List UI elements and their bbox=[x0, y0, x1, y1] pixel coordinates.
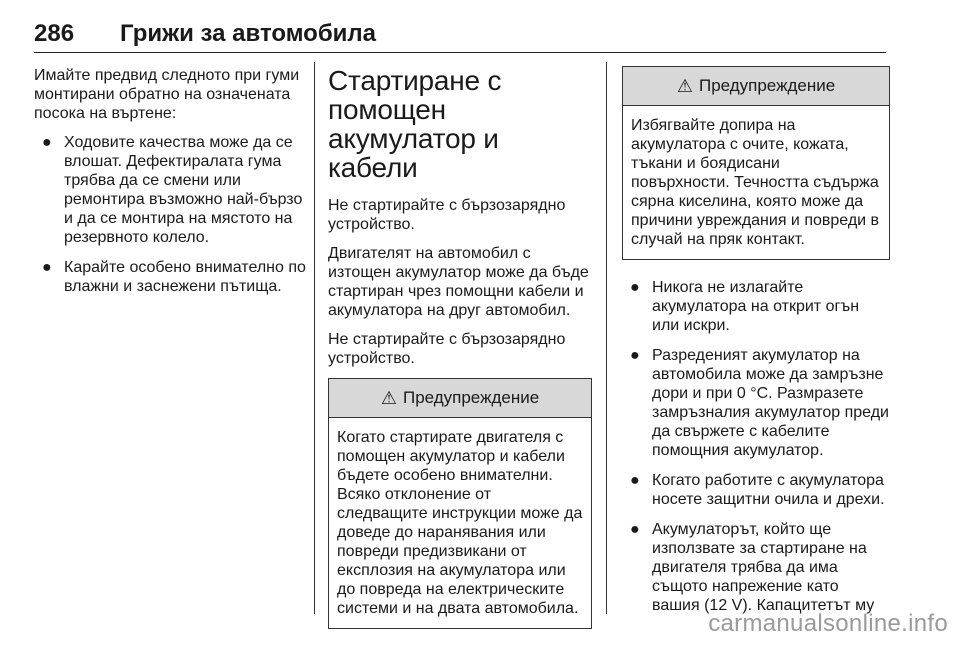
bullet-icon: ● bbox=[42, 134, 52, 151]
list-item-text: Когато работите с акумулатора носете защитни очила и дрехи. bbox=[652, 472, 885, 508]
list-item bbox=[622, 471, 890, 509]
list-item-text: Карайте особено внимателно по влажни и заснежени пътища. bbox=[64, 259, 306, 295]
bullet-icon: ● bbox=[630, 279, 640, 296]
tire-bullet-list bbox=[34, 133, 306, 296]
header-divider bbox=[34, 52, 886, 53]
bullet-icon: ● bbox=[630, 347, 640, 364]
warning-box bbox=[328, 378, 592, 629]
battery-bullet-list bbox=[622, 278, 890, 615]
list-item bbox=[622, 346, 890, 460]
tire-intro-paragraph: Имайте предвид следното при гуми монтирани обратно на означената посока на въртене: bbox=[34, 67, 300, 122]
paragraph: Не стартирайте с бързозарядно устройство. bbox=[328, 331, 566, 367]
list-item-text: Разреденият акумулатор на автомобила може да замръзне дори и при 0 °C. Размразете замръзналия акумулатор преди да свържете с кабелите помощния акумулатор. bbox=[652, 347, 889, 459]
bullet-icon: ● bbox=[630, 521, 640, 538]
page-header bbox=[34, 20, 886, 52]
column-3 bbox=[622, 66, 890, 626]
list-item bbox=[622, 278, 890, 335]
warning-box bbox=[622, 66, 890, 260]
warning-text: Избягвайте допира на акумулатора с очите, кожата, тъкани и боядисани повърхности. Течността съдържа сярна киселина, която може да причини увреждания и повреди в случай на пряк контакт. bbox=[631, 117, 880, 248]
page-number: 286 bbox=[34, 20, 75, 47]
section-title: Стартиране с помощен акумулатор и кабели bbox=[328, 65, 502, 183]
column-divider-2 bbox=[606, 62, 607, 614]
column-1 bbox=[34, 66, 306, 307]
warning-text: Когато стартирате двигателя с помощен акумулатор и кабели бъдете особено внимателни. Всяко отклонение от следващите инструкции може да доведе до наранявания или повреди предизвикани от експлозия на акумулатора или до повреда на електрическите системи и на двата автомобила. bbox=[337, 429, 583, 617]
list-item bbox=[34, 258, 306, 296]
paragraph: Не стартирайте с бързозарядно устройство. bbox=[328, 197, 566, 233]
page-title: Грижи за автомобила bbox=[120, 20, 377, 47]
list-item bbox=[622, 520, 890, 615]
warning-triangle-icon: ⚠ bbox=[676, 75, 693, 96]
column-divider-1 bbox=[314, 62, 315, 614]
column-2 bbox=[328, 66, 592, 645]
list-item-text: Ходовите качества може да се влошат. Дефектиралата гума трябва да се смени или ремонтира възможно най-бързо и да се монтира на мястото на резервното колело. bbox=[64, 134, 303, 246]
warning-title: Предупреждение bbox=[698, 76, 836, 95]
bullet-icon: ● bbox=[630, 472, 640, 489]
list-item-text: Акумулаторът, който ще използвате за стартиране на двигателя трябва да има същото напрежение като вашия (12 V). Капацитетът му bbox=[652, 521, 875, 614]
list-item-text: Никога не излагайте акумулатора на открит огън или искри. bbox=[652, 279, 860, 334]
warning-triangle-icon: ⚠ bbox=[380, 387, 397, 408]
warning-header bbox=[329, 379, 591, 418]
warning-header bbox=[623, 67, 889, 106]
warning-title: Предупреждение bbox=[402, 388, 540, 407]
watermark: carmanualsonline.info bbox=[708, 610, 948, 637]
bullet-icon: ● bbox=[42, 259, 52, 276]
paragraph: Двигателят на автомобил с изтощен акумулатор може да бъде стартиран чрез помощни кабели и акумулатора на друг автомобил. bbox=[328, 245, 589, 319]
list-item bbox=[34, 133, 306, 247]
